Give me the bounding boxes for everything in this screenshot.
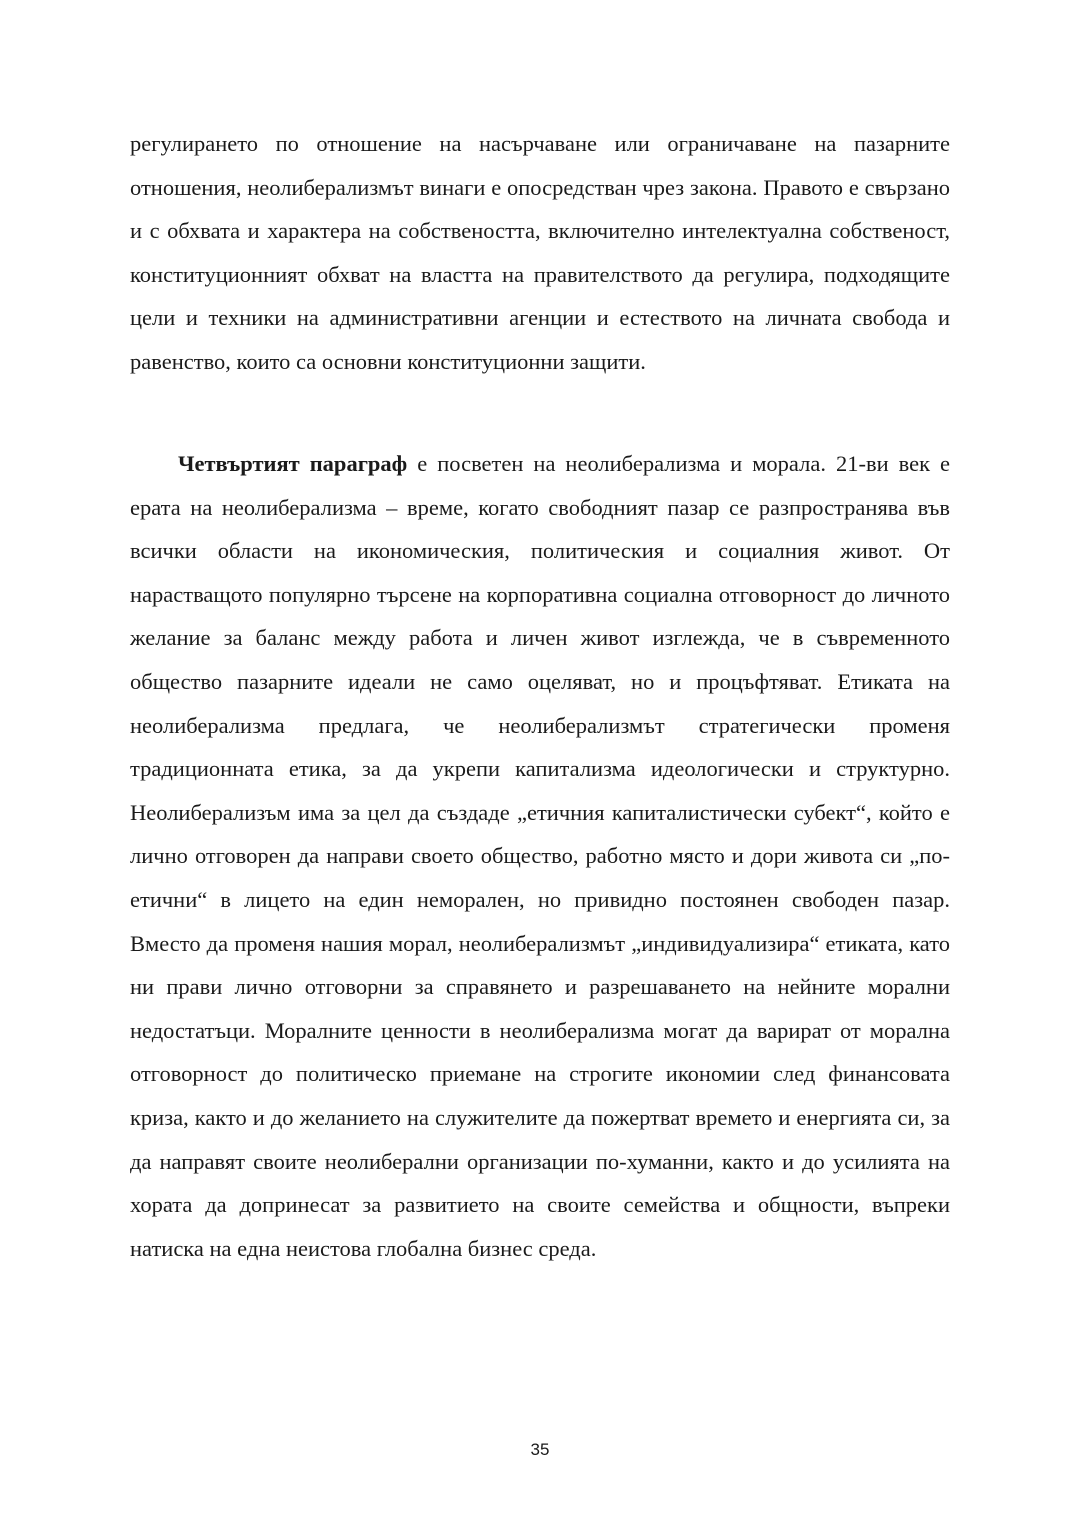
paragraph-2-bold-lead: Четвъртият параграф	[178, 451, 408, 476]
body-paragraph-1: регулирането по отношение на насърчаване или ограничаване на пазарните отношения, неолиберализмът винаги е опосредстван чрез закона. Правото е свързано и с обхвата и характера на собствеността, включително интелектуална собственост, конституционният обхват на властта на правителството да регулира, подходящите цели и техники на административни агенции и естеството на личната свобода и равенство, които са основни конституционни защити.	[130, 131, 950, 374]
paragraph-2-text: е посветен на неолиберализма и морала. 21-ви век е ерата на неолиберализма – време, когато свободният пазар се разпространява във всички области на икономическия, политическия и социалния живот. От нарастващото популярно търсене на корпоративна социална отговорност до личното желание за баланс между работа и личен живот изглежда, че в съвременното общество пазарните идеали не само оцеляват, но и процъфтяват. Етиката на неолиберализма предлага, че неолиберализмът стратегически променя традиционната етика, за да укрепи капитализма идеологически и структурно. Неолиберализъм има за цел да създаде „етичния капиталистически субект“, който е лично отговорен да направи своето общество, работно място и дори живота си „по-етични“ в лицето на един неморален, но привидно постоянен свободен пазар. Вместо да променя нашия морал, неолиберализмът „индивидуализира“ етиката, като ни прави лично отговорни за справянето и разрешаването на нейните морални недостатъци. Моралните ценности в неолиберализма могат да варират от морална отговорност до политическо приемане на строгите икономии след финансовата криза, както и до желанието на служителите да пожертват времето и енергията си, за да направят своите неолиберални организации по-хуманни, както и до усилията на хората да допринесат за развитието на своите семейства и общности, въпреки натиска на една неистова глобална бизнес среда.	[130, 451, 951, 1261]
page-number: 35	[530, 1440, 550, 1459]
body-paragraph-2	[130, 442, 950, 1270]
